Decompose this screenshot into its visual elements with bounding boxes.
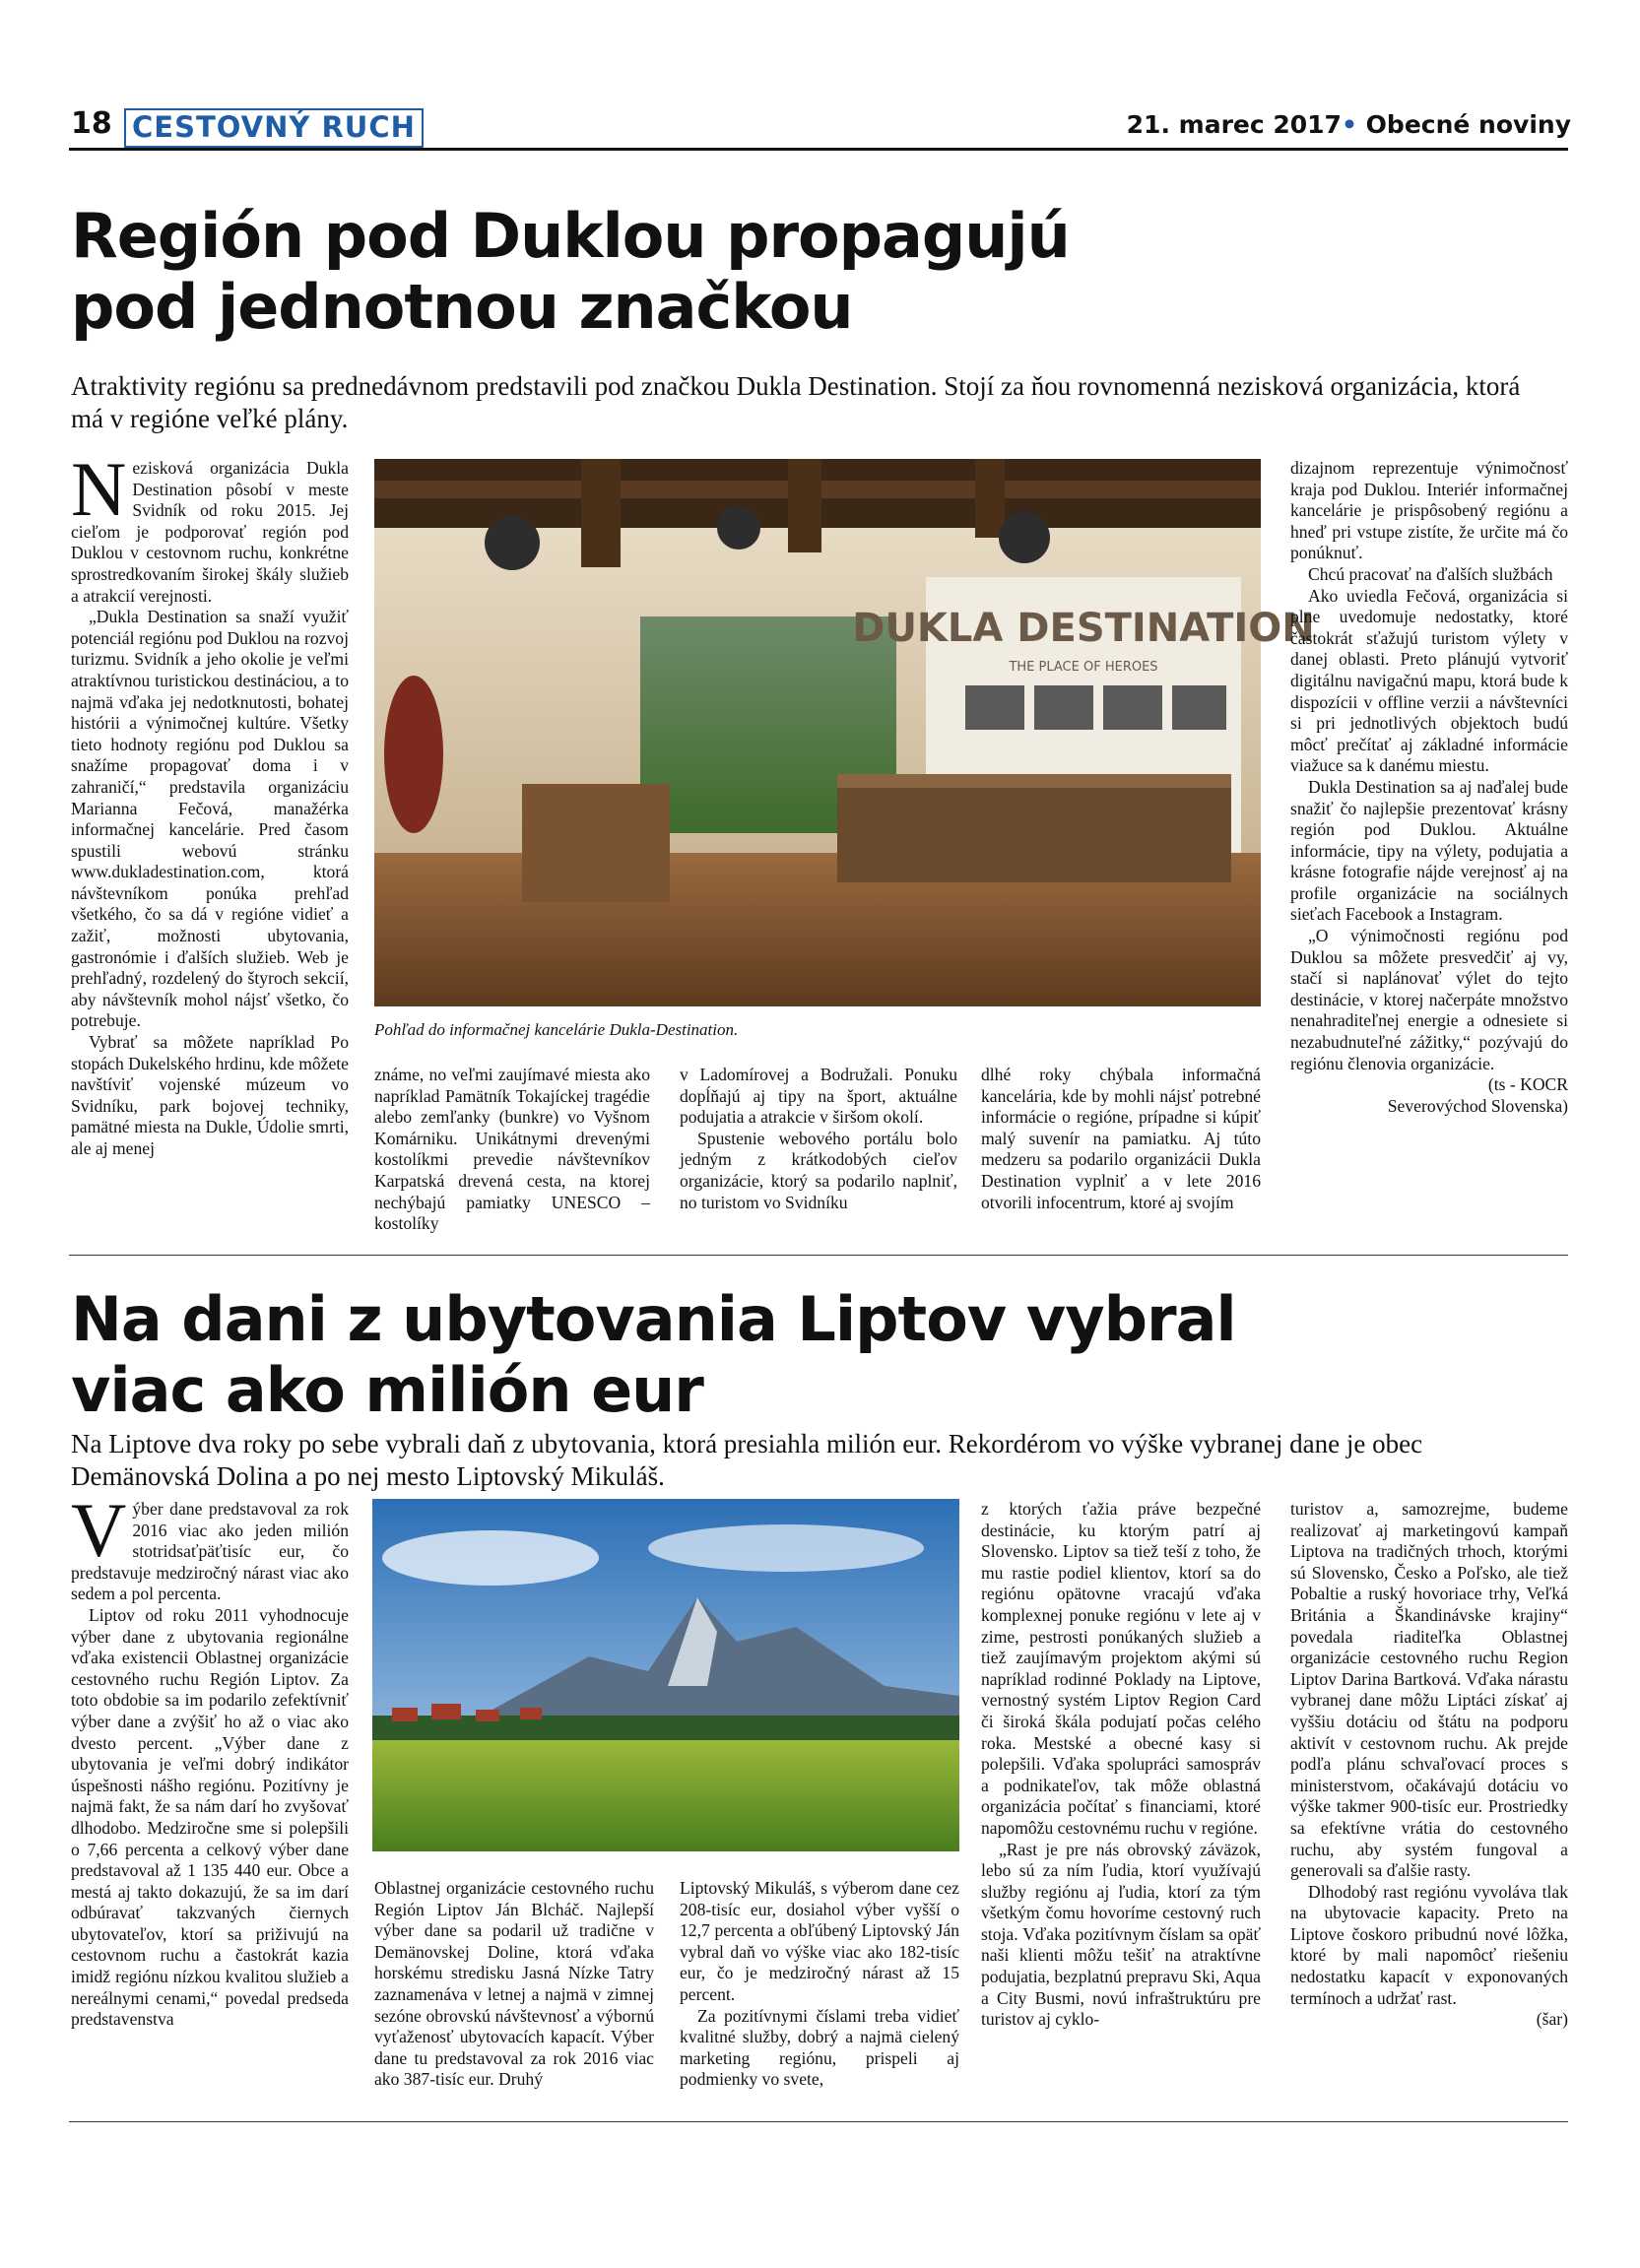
separator-dot: • [1341,110,1357,139]
article1-col3 [680,1065,957,1213]
issue-info [1127,110,1571,139]
dropcap: N [71,446,127,532]
paragraph: Liptov od roku 2011 vyhodnocuje výber dane z ubytovania regionálne vďaka existencii Oblastnej organizácie cestovného ruchu Región Liptov. Za toto obdobie sa im podarilo zefektívniť výber dane a zvýšiť ho až o viac ako dvesto percent. „Výber dane z ubytovania je veľmi dobrý indikátor úspešnosti nášho regiónu. Pozitívny je najmä fakt, že sa nám darí ho zvyšovať dlhodobo. Medziročne sme si polepšili o 7,66 percenta a celkový výber dane predstavoval až 1 135 440 eur. Obce a mestá aj takto dokazujú, že sa im darí odbúravať takzvaných čiernych ubytovateľov, ktorí sa priživujú na cestovnom ruchu a častokrát kazia imidž regiónu nízkou kvalitou služieb a nereálnymi cenami,“ povedal predseda predstavenstva [71,1604,349,2030]
subheading: Chcú pracovať na ďalších službách [1308,563,1553,584]
section-label: CESTOVNÝ RUCH [124,108,424,148]
paragraph: Oblastnej organizácie cestovného ruchu Región Liptov Ján Blcháč. Najlepší výber dane sa podaril už tradične v Demänovskej Doline, ktorá vďaka horskému stredisku Jasná Nízke Tatry zaznamenáva v letnej a najmä v zimnej sezóne obrovskú návštevnosť a výbornú vyťaženosť ubytovacích kapacít. Výber dane tu predstavoval za rok 2016 viac ako 387-tisíc eur. Druhý [374,1878,654,2090]
article2-lead: Na Liptove dva roky po sebe vybrali daň z ubytovania, ktorá presiahla milión eur. Rekordérom vo výške vybranej dane je obec Demänovská Dolina a po nej mesto Liptovský Mikuláš. [71,1429,1423,1491]
article1-headline [71,201,1548,343]
bottom-rule [69,2121,1568,2122]
paragraph: ezisková organizácia Dukla Destination pôsobí v meste Svidník od roku 2015. Jej cieľom je podporovať región pod Duklou v cestovnom ruchu, konkrétne sprostredkovaním širokej škály služieb a atrakcií verejnosti. [71,458,349,606]
article2-col4 [981,1499,1261,2031]
paragraph: Ako uviedla Fečová, organizácia si plne uvedomuje nedostatky, ktoré častokrát sťažujú turistom výlety v danej oblasti. Preto plánujú vytvoriť digitálnu navigačnú mapu, ktorá bude k dispozícii v offline verzii a návštevníci si pri jednotlivých objektoch budú môcť prečítať aj základné informácie viažuce sa k danému miestu. [1290,585,1568,776]
newspaper-name: Obecné noviny [1365,110,1571,139]
paragraph: v Ladomírovej a Bodružali. Ponuku dopĺňajú aj tipy na šport, aktuálne podujatia a atrakcie v širšom okolí. [680,1065,957,1128]
header-rule [69,148,1568,151]
paragraph: Dlhodobý rast regiónu vyvoláva tlak na ubytovacie kapacity. Preto na Liptove čoskoro pribudnú nové lôžka, ktoré by mali napomôcť riešeniu nedostatku kapacít v exponovaných termínoch a udržať rast. [1290,1881,1568,2008]
paragraph: „Dukla Destination sa snaží využiť potenciál regiónu pod Duklou na rozvoj turizmu. Svidník a jeho okolie je veľmi atraktívnou turistickou destináciou, a to najmä vďaka jej nedotknutosti, bohatej histórii a výnimočnej kultúre. Všetky tieto hodnoty regiónu pod Duklou sa snažíme propagovať doma i v zahraničí,“ predstavila organizáciu Marianna Fečová, manažérka informačnej kancelárie. Pred časom spustili webovú stránku www.dukladestination.com, ktorá návštevníkom ponúka prehľad všetkého, čo sa dá v regióne vidieť a zažiť, možnosti ubytovania, gastronómie i ďalších služieb. Web je prehľadný, rozdelený do štyroch sekcií, aby návštevník mohol nájsť všetko, čo potrebuje. [71,607,349,1031]
article1-col2 [374,1065,650,1235]
photo-sign: DUKLA DESTINATION [852,606,1315,651]
office-photo [374,459,1315,1006]
paragraph: Vybrať sa môžete napríklad Po stopách Dukelského hrdinu, kde môžete navštíviť vojenské múzeum vo Svidníku, park bojovej techniky, pamätné miesta na Dukle, Údolie smrti, ale aj menej [71,1032,349,1158]
headline-line: Na dani z ubytovania Liptov vybral [71,1283,1236,1355]
article1-col1 [71,446,349,1160]
paragraph: „Rast je pre nás obrovský záväzok, lebo sú za ním ľudia, ktorí využívajú služby regiónu aj ľudia, ktorí za tým všetkým čomu hovoríme cestovný ruch stoja. Vďaka pozitívnym číslam sa opäť naši klienti môžu tešiť na atraktívne podujatia, bezplatnú prepravu Ski, Aqua a City Busmi, novú infraštruktúru pre turistov aj cyklo- [981,1839,1261,2030]
headline-line: Región pod Duklou propagujú [71,200,1070,272]
headline-line: viac ako milión eur [71,1354,703,1426]
page-number: 18 [71,106,112,141]
paragraph: „O výnimočnosti regiónu pod Duklou sa môžete presvedčiť aj vy, stačí si naplánovať výlet do tejto destinácie, v ktorej načerpáte množstvo nenahraditeľnej energie a odnesiete si nezabudnuteľné zážitky,“ pozývajú do regiónu členovia organizácie. [1290,926,1568,1073]
article1-col5 [1290,458,1568,1117]
headline-line: pod jednotnou značkou [71,271,853,343]
article2-col3 [680,1878,959,2091]
paragraph: ýber dane predstavoval za rok 2016 viac ako jeden milión stotridsaťpäťtisíc eur, čo predstavuje medziročný nárast viac ako sedem a pol percenta. [71,1499,349,1604]
paragraph: Za pozitívnymi číslami treba vidieť kvalitné služby, dobrý a najmä cielený marketing regiónu, prispeli aj podmienky vo svete, [680,2005,959,2090]
paragraph: dlhé roky chýbala informačná kancelária, kde by mohli nájsť potrebné informácie o regióne, prípadne si kúpiť malý suvenír na pamiatku. Aj túto medzeru sa podarilo organizácii Dukla Destination vyplniť a v lete 2016 otvorili infocentrum, ktoré aj svojím [981,1065,1261,1212]
paragraph: Spustenie webového portálu bolo jedným z krátkodobých cieľov organizácie, ktorý sa podarilo naplniť, no turistom vo Svidníku [680,1128,957,1212]
paragraph: Liptovský Mikuláš, s výberom dane cez 208-tisíc eur, dosiahol výber vyšší o 12,7 percenta a obľúbený Liptovský Ján vybral daň vo výške viac ako 182-tisíc eur, čo je medziročný nárast až 15 percent. [680,1878,959,2004]
paragraph: turistov a, samozrejme, budeme realizovať aj marketingovú kampaň Liptova na tradičných trhoch, ktorými sú Slovensko, Česko a Poľsko, ale tiež Pobaltie a ruský hovoriace trhy, Veľká Británia a Škandinávske krajiny“ povedala riaditeľka Oblastnej organizácie cestovného ruchu Region Liptov Darina Bartková. Vďaka nárastu vybranej dane môžu Liptáci získať aj vyššiu dotáciu od štátu na podporu aktivít v cestovnom ruchu. Ak prejde podľa plánu schvaľovací proces s ministerstvom, očakávajú dotáciu vo výške takmer 900-tisíc eur. Prostriedky sa efektívne vrátia do cestovného ruchu, aby systém fungoval a generovali sa ďalšie rasty. [1290,1499,1568,1881]
article2-headline [71,1284,1548,1426]
article1-lead: Atraktivity regiónu sa prednedávnom predstavili pod značkou Dukla Destination. Stojí za ňou rovnomenná nezisková organizácia, ktorá má v regióne veľké plány. [71,371,1521,433]
photo-subsign: THE PLACE OF HEROES [1009,660,1158,675]
article2-col5 [1290,1499,1568,2031]
liptov-landscape-photo [372,1499,959,1851]
signature-line: (ts - KOCR [1487,1074,1568,1095]
paragraph: z ktorých ťažia práve bezpečné destinácie, ku ktorým patrí aj Slovensko. Liptov sa tiež teší z toho, že mu rastie podiel klientov, ktorí sa do regiónu opätovne vracajú vďaka komplexnej ponuke regiónu v lete aj v zime, pestrosti ponúkaných služieb a tiež zaujímavým projektom akými sú napríklad rodinné Poklady na Liptove, vernostný systém Liptov Region Card či široká škála podujatí počas celého roka. Mestské a obecné kasy si polepšili. Vďaka spolupráci samospráv a podnikateľov, tak môže oblastná organizácia počítať s financiami, ktoré napomôžu cestovnému ruchu v regióne. [981,1499,1261,1838]
paragraph: známe, no veľmi zaujímavé miesta ako napríklad Pamätník Tokajíckej tragédie alebo zemľanky (bunkre) vo Vyšnom Komárniku. Unikátnymi drevenými kostolíkmi prevedie návštevníkov Karpatská drevená cesta, na ktorej nechýbajú pamiatky UNESCO – kostolíky [374,1065,650,1234]
article2-signature: (šar) [1536,2009,1568,2030]
article2-col1 [71,1487,349,2031]
article1-signature [1290,1074,1568,1117]
paragraph: Dukla Destination sa aj naďalej bude snažiť čo najlepšie prezentovať krásny región pod Duklou. Aktuálne informácie, tipy na výlety, podujatia a krásne fotografie nájde verejnosť aj na profile organizácie na sociálnych sieťach Facebook a Instagram. [1290,776,1568,925]
article2-col2 [374,1878,654,2091]
article1-col4 [981,1065,1261,1213]
article-divider [69,1255,1568,1256]
issue-date: 21. marec 2017 [1126,110,1342,139]
paragraph: dizajnom reprezentuje výnimočnosť kraja pod Duklou. Interiér informačnej kancelárie je prispôsobený regiónu a hneď pri vstupe zistíte, že určite má čo ponúknuť. [1290,458,1568,563]
article1-photo-caption: Pohľad do informačnej kancelárie Dukla-Destination. [374,1020,739,1039]
dropcap: V [71,1487,127,1573]
signature-line: Severovýchod Slovenska) [1387,1095,1568,1116]
